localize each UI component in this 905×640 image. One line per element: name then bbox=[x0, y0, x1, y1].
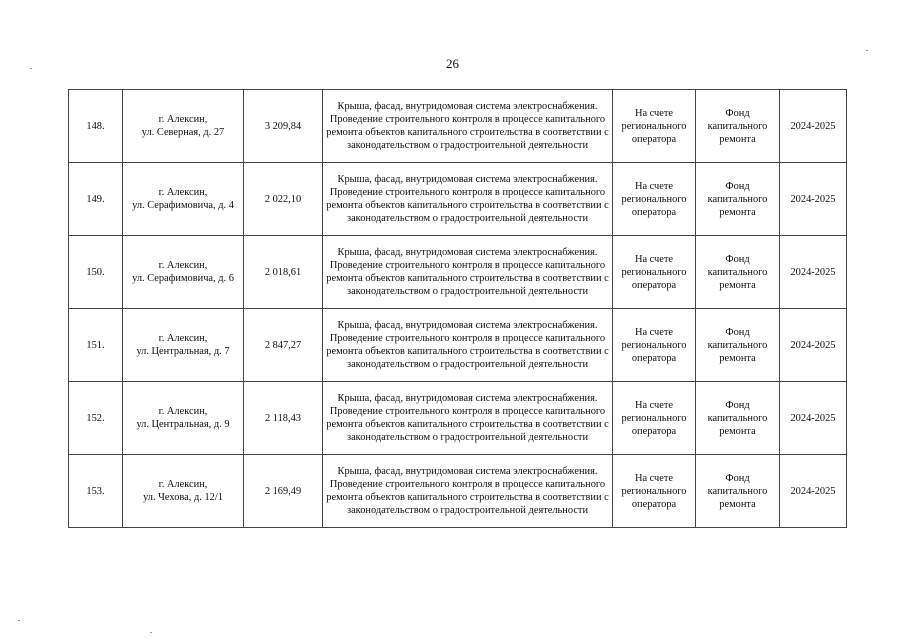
work-description: Крыша, фасад, внутридомовая система электроснабжения. Проведение строительного контроля в процессе капитального ремонта объектов капитального строительства в соответствии с законодательством о градостроительной деятельности bbox=[323, 90, 613, 163]
address-city: г. Алексин, bbox=[158, 187, 208, 198]
address-city: г. Алексин, bbox=[158, 479, 208, 490]
area-cell: 2 169,49 bbox=[244, 455, 323, 528]
work-description: Крыша, фасад, внутридомовая система электроснабжения. Проведение строительного контроля в процессе капитального ремонта объектов капитального строительства в соответствии с законодательством о градостроительной деятельности bbox=[323, 236, 613, 309]
work-description: Крыша, фасад, внутридомовая система электроснабжения. Проведение строительного контроля в процессе капитального ремонта объектов капитального строительства в соответствии с законодательством о градостроительной деятельности bbox=[323, 309, 613, 382]
row-number: 150. bbox=[69, 236, 123, 309]
fund-cell: Фонд капитального ремонта bbox=[696, 455, 780, 528]
row-number: 148. bbox=[69, 90, 123, 163]
address-street: ул. Чехова, д. 12/1 bbox=[143, 492, 223, 503]
page-number: 26 bbox=[446, 56, 459, 71]
term-cell: 2024-2025 bbox=[780, 163, 847, 236]
address-cell bbox=[123, 90, 244, 163]
address-city: г. Алексин, bbox=[158, 114, 208, 125]
fund-cell: Фонд капитального ремонта bbox=[696, 163, 780, 236]
table-row bbox=[69, 163, 847, 236]
work-description: Крыша, фасад, внутридомовая система электроснабжения. Проведение строительного контроля в процессе капитального ремонта объектов капитального строительства в соответствии с законодательством о градостроительной деятельности bbox=[323, 382, 613, 455]
term-cell: 2024-2025 bbox=[780, 309, 847, 382]
row-number: 151. bbox=[69, 309, 123, 382]
table-row bbox=[69, 382, 847, 455]
address-cell bbox=[123, 309, 244, 382]
fund-cell: Фонд капитального ремонта bbox=[696, 90, 780, 163]
address-cell bbox=[123, 236, 244, 309]
address-city: г. Алексин, bbox=[158, 406, 208, 417]
area-cell: 2 847,27 bbox=[244, 309, 323, 382]
account-cell: На счете регионального оператора bbox=[613, 236, 696, 309]
term-cell: 2024-2025 bbox=[780, 382, 847, 455]
table-row bbox=[69, 309, 847, 382]
account-cell: На счете регионального оператора bbox=[613, 90, 696, 163]
area-cell: 2 022,10 bbox=[244, 163, 323, 236]
table-row bbox=[69, 455, 847, 528]
fund-cell: Фонд капитального ремонта bbox=[696, 236, 780, 309]
work-description: Крыша, фасад, внутридомовая система электроснабжения. Проведение строительного контроля в процессе капитального ремонта объектов капитального строительства в соответствии с законодательством о градостроительной деятельности bbox=[323, 455, 613, 528]
address-street: ул. Центральная, д. 9 bbox=[136, 419, 230, 430]
address-cell bbox=[123, 382, 244, 455]
scan-speck bbox=[18, 620, 20, 621]
scan-speck bbox=[30, 68, 32, 69]
area-cell: 2 118,43 bbox=[244, 382, 323, 455]
table-row bbox=[69, 236, 847, 309]
address-street: ул. Центральная, д. 7 bbox=[136, 346, 230, 357]
address-street: ул. Серафимовича, д. 6 bbox=[132, 273, 234, 284]
row-number: 149. bbox=[69, 163, 123, 236]
address-cell bbox=[123, 163, 244, 236]
account-cell: На счете регионального оператора bbox=[613, 163, 696, 236]
address-cell bbox=[123, 455, 244, 528]
fund-cell: Фонд капитального ремонта bbox=[696, 309, 780, 382]
account-cell: На счете регионального оператора bbox=[613, 382, 696, 455]
address-street: ул. Северная, д. 27 bbox=[141, 127, 225, 138]
table-row bbox=[69, 90, 847, 163]
row-number: 153. bbox=[69, 455, 123, 528]
area-cell: 3 209,84 bbox=[244, 90, 323, 163]
account-cell: На счете регионального оператора bbox=[613, 309, 696, 382]
account-cell: На счете регионального оператора bbox=[613, 455, 696, 528]
row-number: 152. bbox=[69, 382, 123, 455]
scan-speck bbox=[150, 632, 152, 633]
area-cell: 2 018,61 bbox=[244, 236, 323, 309]
repair-table bbox=[68, 89, 847, 528]
fund-cell: Фонд капитального ремонта bbox=[696, 382, 780, 455]
work-description: Крыша, фасад, внутридомовая система электроснабжения. Проведение строительного контроля в процессе капитального ремонта объектов капитального строительства в соответствии с законодательством о градостроительной деятельности bbox=[323, 163, 613, 236]
address-city: г. Алексин, bbox=[158, 260, 208, 271]
term-cell: 2024-2025 bbox=[780, 236, 847, 309]
term-cell: 2024-2025 bbox=[780, 90, 847, 163]
scan-speck bbox=[866, 50, 868, 51]
address-street: ул. Серафимовича, д. 4 bbox=[132, 200, 234, 211]
address-city: г. Алексин, bbox=[158, 333, 208, 344]
term-cell: 2024-2025 bbox=[780, 455, 847, 528]
